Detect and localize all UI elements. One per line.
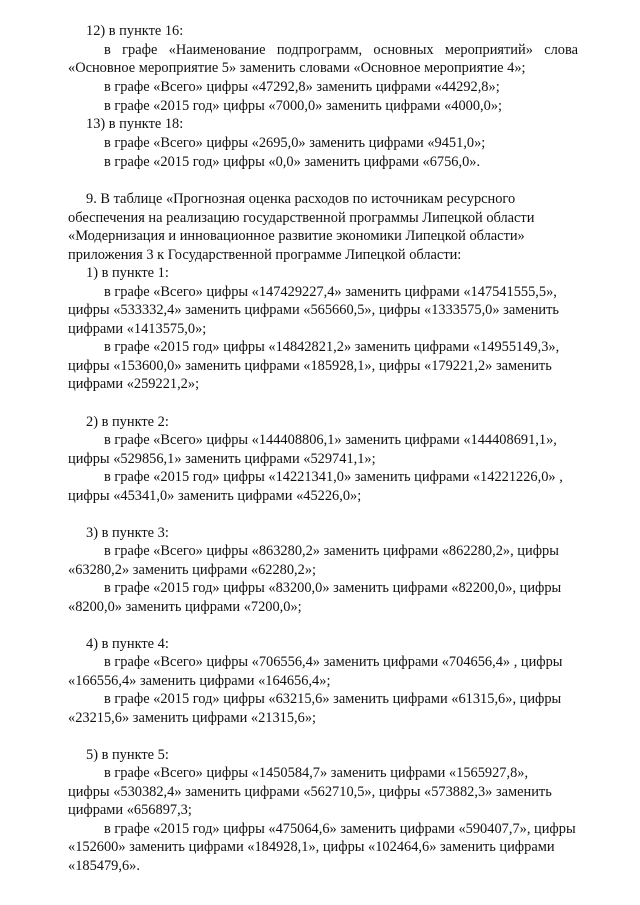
text-line: обеспечения на реализацию государственной программы Липецкой области: [68, 210, 535, 226]
item-1-heading: 1) в пункте 1:: [86, 265, 169, 281]
text-line: цифрами «1413575,0»;: [68, 321, 207, 337]
text-line: «Основное мероприятие 5» заменить словами «Основное мероприятие 4»;: [68, 60, 526, 76]
text-line: в графе «2015 год» цифры «14221341,0» заменить цифрами «14221226,0» ,: [104, 469, 563, 485]
section-9-heading: 9. В таблице «Прогнозная оценка расходов по источникам ресурсного: [86, 191, 516, 207]
text-line: в графе «Всего» цифры «2695,0» заменить цифрами «9451,0»;: [104, 135, 486, 151]
text-line: в графе «Всего» цифры «147429227,4» заменить цифрами «147541555,5»,: [104, 284, 557, 300]
text-line: в графе «2015 год» цифры «63215,6» заменить цифрами «61315,6», цифры: [104, 691, 562, 707]
text-line: в графе «2015 год» цифры «83200,0» заменить цифрами «82200,0», цифры: [104, 580, 562, 596]
text-line: в графе «2015 год» цифры «0,0» заменить цифрами «6756,0».: [104, 154, 481, 170]
text-line: цифры «153600,0» заменить цифрами «185928,1», цифры «179221,2» заменить: [68, 358, 552, 374]
text-line: в графе «Наименование подпрограмм, основных мероприятий» слова: [104, 42, 578, 58]
text-line: «23215,6» заменить цифрами «21315,6»;: [68, 710, 317, 726]
text-line: «Модернизация и инновационное развитие экономики Липецкой области»: [68, 228, 525, 244]
text-line: «152600» заменить цифрами «184928,1», цифры «102464,6» заменить цифрами: [68, 839, 555, 855]
text-line: «166556,4» заменить цифрами «164656,4»;: [68, 673, 331, 689]
text-line: цифры «533332,4» заменить цифрами «565660,5», цифры «1333575,0» заменить: [68, 302, 559, 318]
text-line: в графе «Всего» цифры «706556,4» заменить цифрами «704656,4» , цифры: [104, 654, 563, 670]
text-line: «8200,0» заменить цифрами «7200,0»;: [68, 599, 302, 615]
text-line: в графе «2015 год» цифры «7000,0» заменить цифрами «4000,0»;: [104, 98, 503, 114]
item-4-heading: 4) в пункте 4:: [86, 636, 169, 652]
text-line: в графе «Всего» цифры «863280,2» заменить цифрами «862280,2», цифры: [104, 543, 559, 559]
item-13-heading: 13) в пункте 18:: [86, 116, 184, 132]
text-line: цифры «45341,0» заменить цифрами «45226,0»;: [68, 488, 362, 504]
text-line: в графе «2015 год» цифры «475064,6» заменить цифрами «590407,7», цифры: [104, 821, 576, 837]
item-12-heading: 12) в пункте 16:: [86, 23, 184, 39]
text-line: «63280,2» заменить цифрами «62280,2»;: [68, 562, 317, 578]
item-3-heading: 3) в пункте 3:: [86, 525, 169, 541]
text-line: цифрами «656897,3;: [68, 802, 192, 818]
item-5-heading: 5) в пункте 5:: [86, 747, 169, 763]
text-line: приложения 3 к Государственной программе Липецкой области:: [68, 247, 462, 263]
text-line: в графе «Всего» цифры «47292,8» заменить цифрами «44292,8»;: [104, 79, 500, 95]
text-line: в графе «Всего» цифры «144408806,1» заменить цифрами «144408691,1»,: [104, 432, 557, 448]
item-2-heading: 2) в пункте 2:: [86, 414, 169, 430]
text-line: «185479,6».: [68, 858, 140, 874]
text-line: в графе «2015 год» цифры «14842821,2» заменить цифрами «14955149,3»,: [104, 339, 560, 355]
text-line: цифры «530382,4» заменить цифрами «562710,5», цифры «573882,3» заменить: [68, 784, 552, 800]
text-line: цифрами «259221,2»;: [68, 376, 200, 392]
text-line: в графе «Всего» цифры «1450584,7» заменить цифрами «1565927,8»,: [104, 765, 529, 781]
text-line: цифры «529856,1» заменить цифрами «529741,1»;: [68, 451, 376, 467]
